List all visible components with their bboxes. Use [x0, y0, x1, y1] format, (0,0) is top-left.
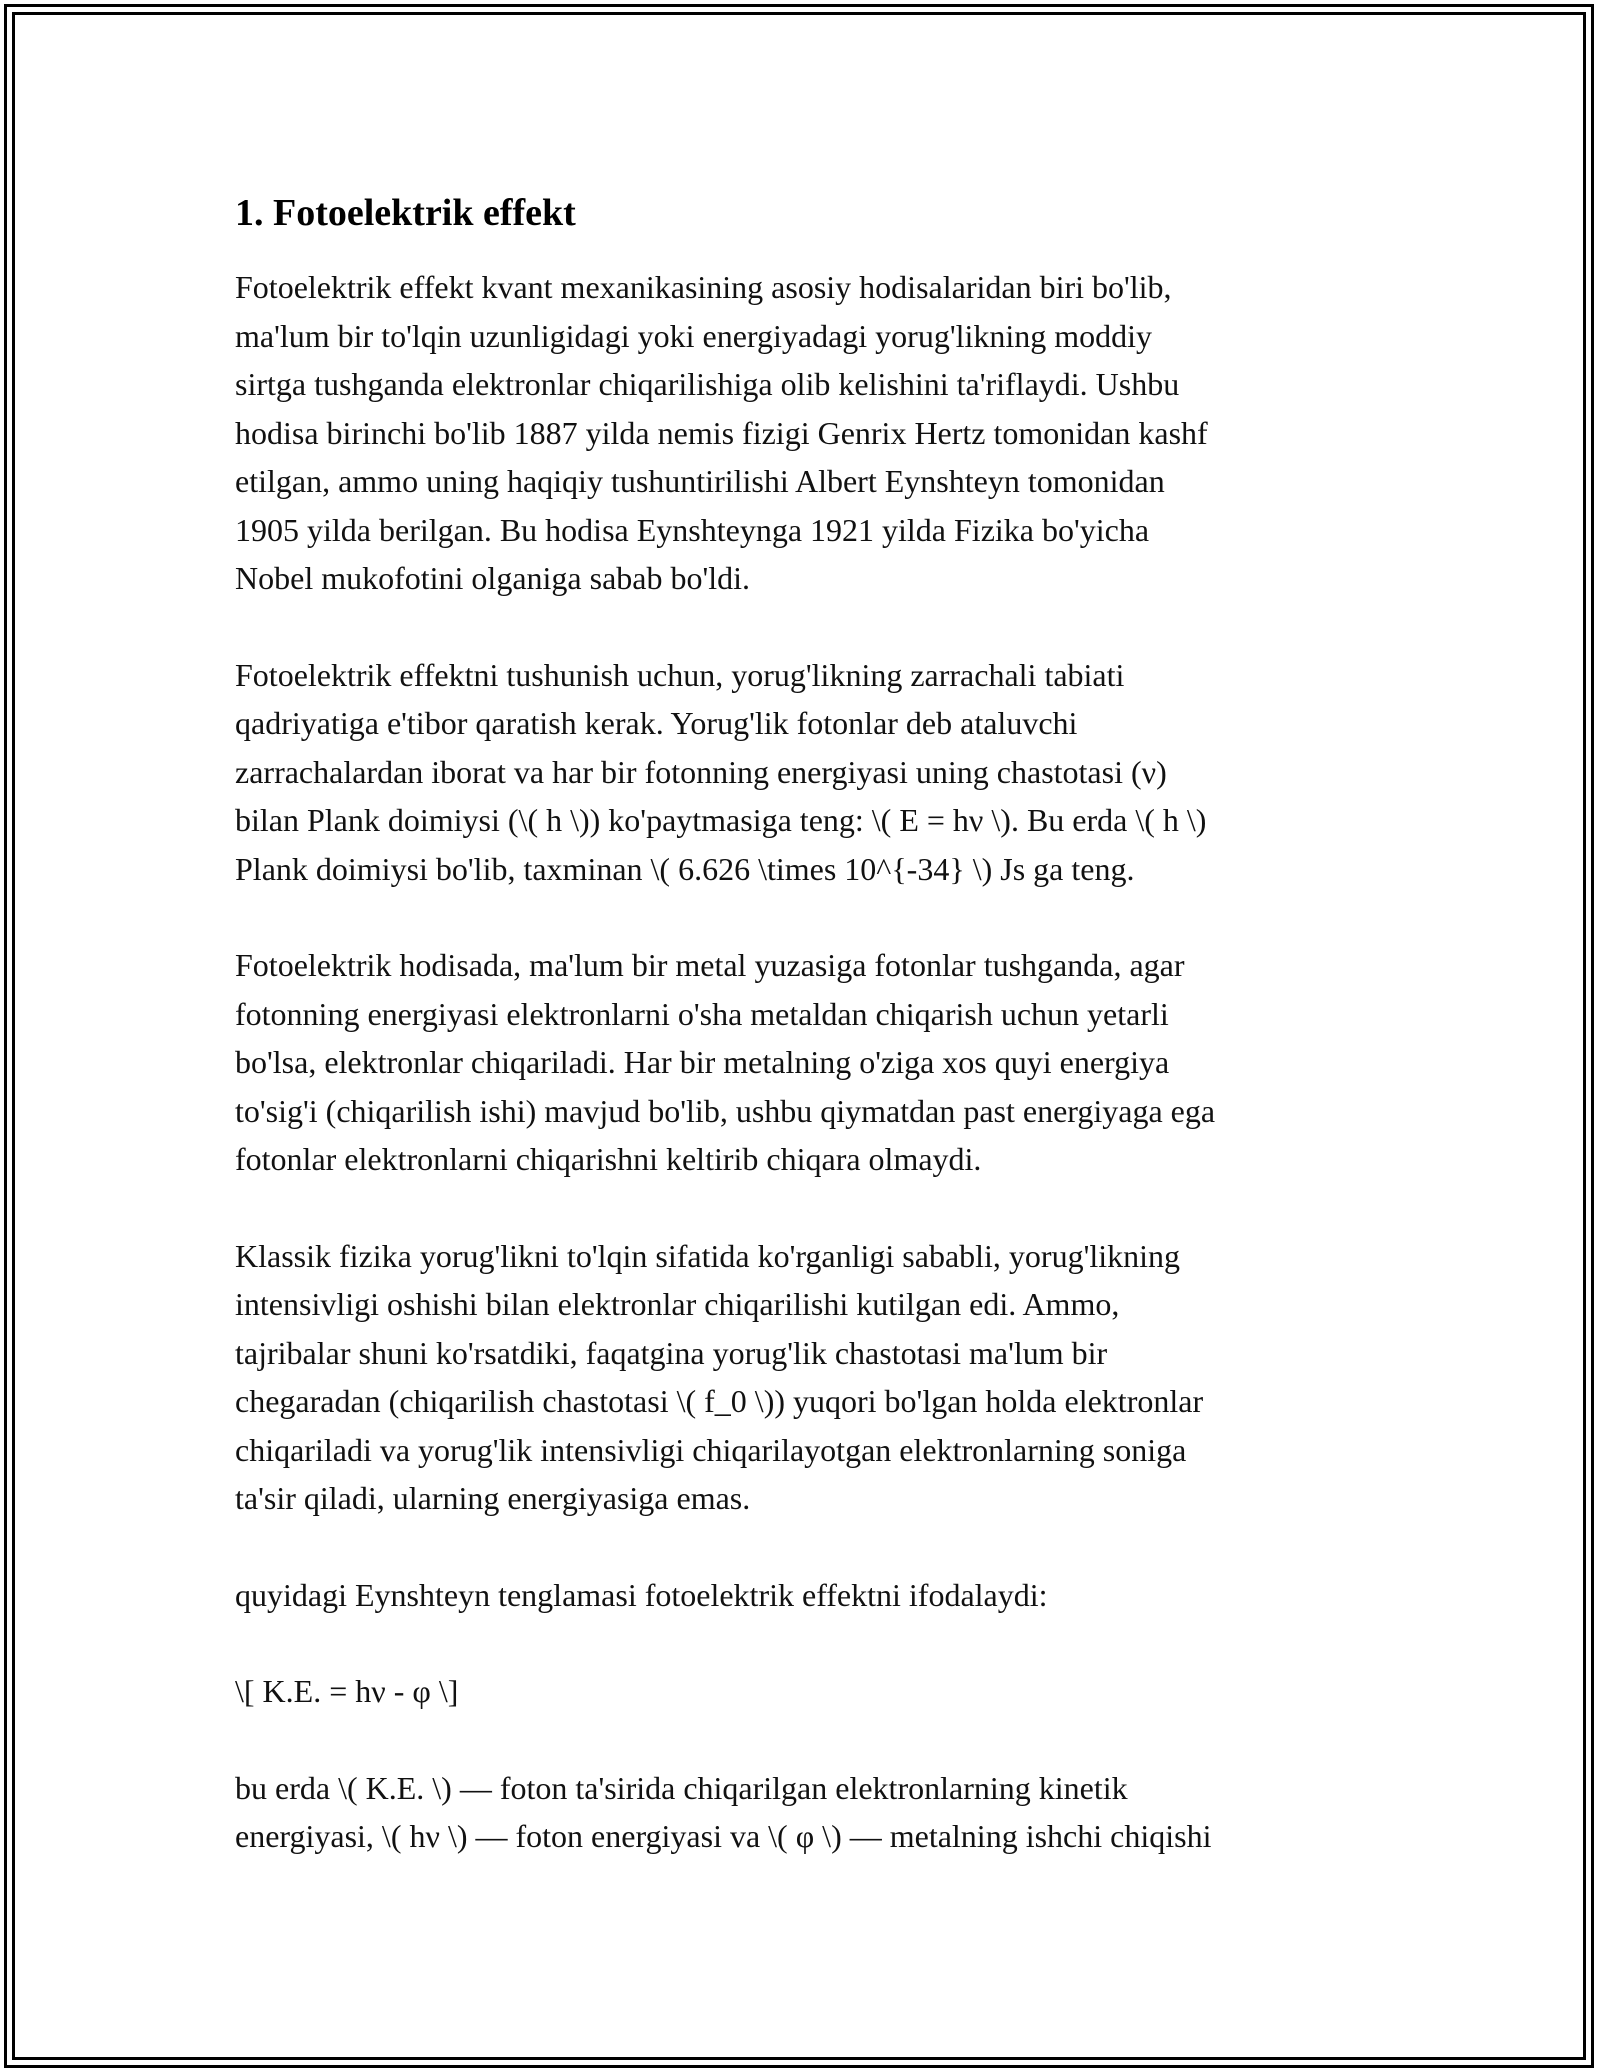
equation-line: \[ K.E. = hν - φ \]	[235, 1673, 459, 1709]
text-line: Fotoelektrik hodisada, ma'lum bir metal yuzasiga fotonlar tushganda, agar	[235, 947, 1185, 983]
text-line: quyidagi Eynshteyn tenglamasi fotoelektrik effektni ifodalaydi:	[235, 1576, 1048, 1613]
text-line: etilgan, ammo uning haqiqiy tushuntirilishi Albert Eynshteyn tomonidan	[235, 463, 1165, 499]
text-line: Plank doimiysi bo'lib, taxminan \( 6.626 \times 10^{-34} \) Js ga teng.	[235, 850, 1135, 887]
text-line: energiyasi, \( hν \) — foton energiyasi va \( φ \) — metalning ishchi chiqishi	[235, 1818, 1212, 1854]
text-line: sirtga tushganda elektronlar chiqarilishiga olib kelishini ta'riflaydi. Ushbu	[235, 366, 1180, 402]
paragraph-equation-terms	[235, 1764, 1375, 1861]
paragraph-equation-intro	[235, 1571, 1375, 1620]
text-line: fotonlar elektronlarni chiqarishni keltirib chiqara olmaydi.	[235, 1141, 982, 1177]
text-line: fotonning energiyasi elektronlarni o'sha metaldan chiqarish uchun yetarli	[235, 995, 1169, 1032]
text-line: to'sig'i (chiqarilish ishi) mavjud bo'lib, ushbu qiymatdan past energiyaga ega	[235, 1092, 1216, 1129]
text-line: Fotoelektrik effektni tushunish uchun, yorug'likning zarrachali tabiati	[235, 656, 1125, 693]
text-line: tajribalar shuni ko'rsatdiki, faqatgina yorug'lik chastotasi ma'lum bir	[235, 1334, 1108, 1371]
text-line: hodisa birinchi bo'lib 1887 yilda nemis fizigi Genrix Hertz tomonidan kashf	[235, 414, 1208, 451]
text-line: zarrachalardan iborat va har bir fotonning energiyasi uning chastotasi (ν)	[235, 753, 1167, 790]
paragraph-work-function	[235, 941, 1375, 1184]
text-line: intensivligi oshishi bilan elektronlar chiqarilishi kutilgan edi. Ammo,	[235, 1286, 1120, 1322]
text-line: 1905 yilda berilgan. Bu hodisa Eynshteynga 1921 yilda Fizika bo'yicha	[235, 511, 1150, 548]
text-line: ma'lum bir to'lqin uzunligidagi yoki energiyadagi yorug'likning moddiy	[235, 317, 1153, 354]
equation-einstein	[235, 1667, 1375, 1716]
paragraph-intro	[235, 263, 1375, 603]
text-line: Fotoelektrik effekt kvant mexanikasining asosiy hodisalaridan biri bo'lib,	[235, 269, 1172, 305]
text-line: bu erda \( K.E. \) — foton ta'sirida chiqarilgan elektronlarning kinetik	[235, 1769, 1128, 1806]
paragraph-photon-energy	[235, 651, 1375, 894]
text-line: chegaradan (chiqarilish chastotasi \( f_0 \)) yuqori bo'lgan holda elektronlar	[235, 1383, 1204, 1419]
text-line: Nobel mukofotini olganiga sabab bo'ldi.	[235, 560, 751, 596]
text-line: ta'sir qiladi, ularning energiyasiga emas.	[235, 1480, 751, 1516]
document-body	[235, 185, 1375, 1909]
section-heading: 1. Fotoelektrik effekt	[235, 192, 576, 234]
text-line: qadriyatiga e'tibor qaratish kerak. Yorug'lik fotonlar deb ataluvchi	[235, 705, 1078, 741]
paragraph-classical-physics	[235, 1232, 1375, 1523]
text-line: bo'lsa, elektronlar chiqariladi. Har bir metalning o'ziga xos quyi energiya	[235, 1044, 1170, 1080]
text-line: bilan Plank doimiysi (\( h \)) ko'paytmasiga teng: \( E = hν \). Bu erda \( h \)	[235, 802, 1207, 838]
text-line: Klassik fizika yorug'likni to'lqin sifatida ko'rganligi sababli, yorug'likning	[235, 1237, 1181, 1274]
text-line: chiqariladi va yorug'lik intensivligi chiqarilayotgan elektronlarning soniga	[235, 1431, 1187, 1468]
